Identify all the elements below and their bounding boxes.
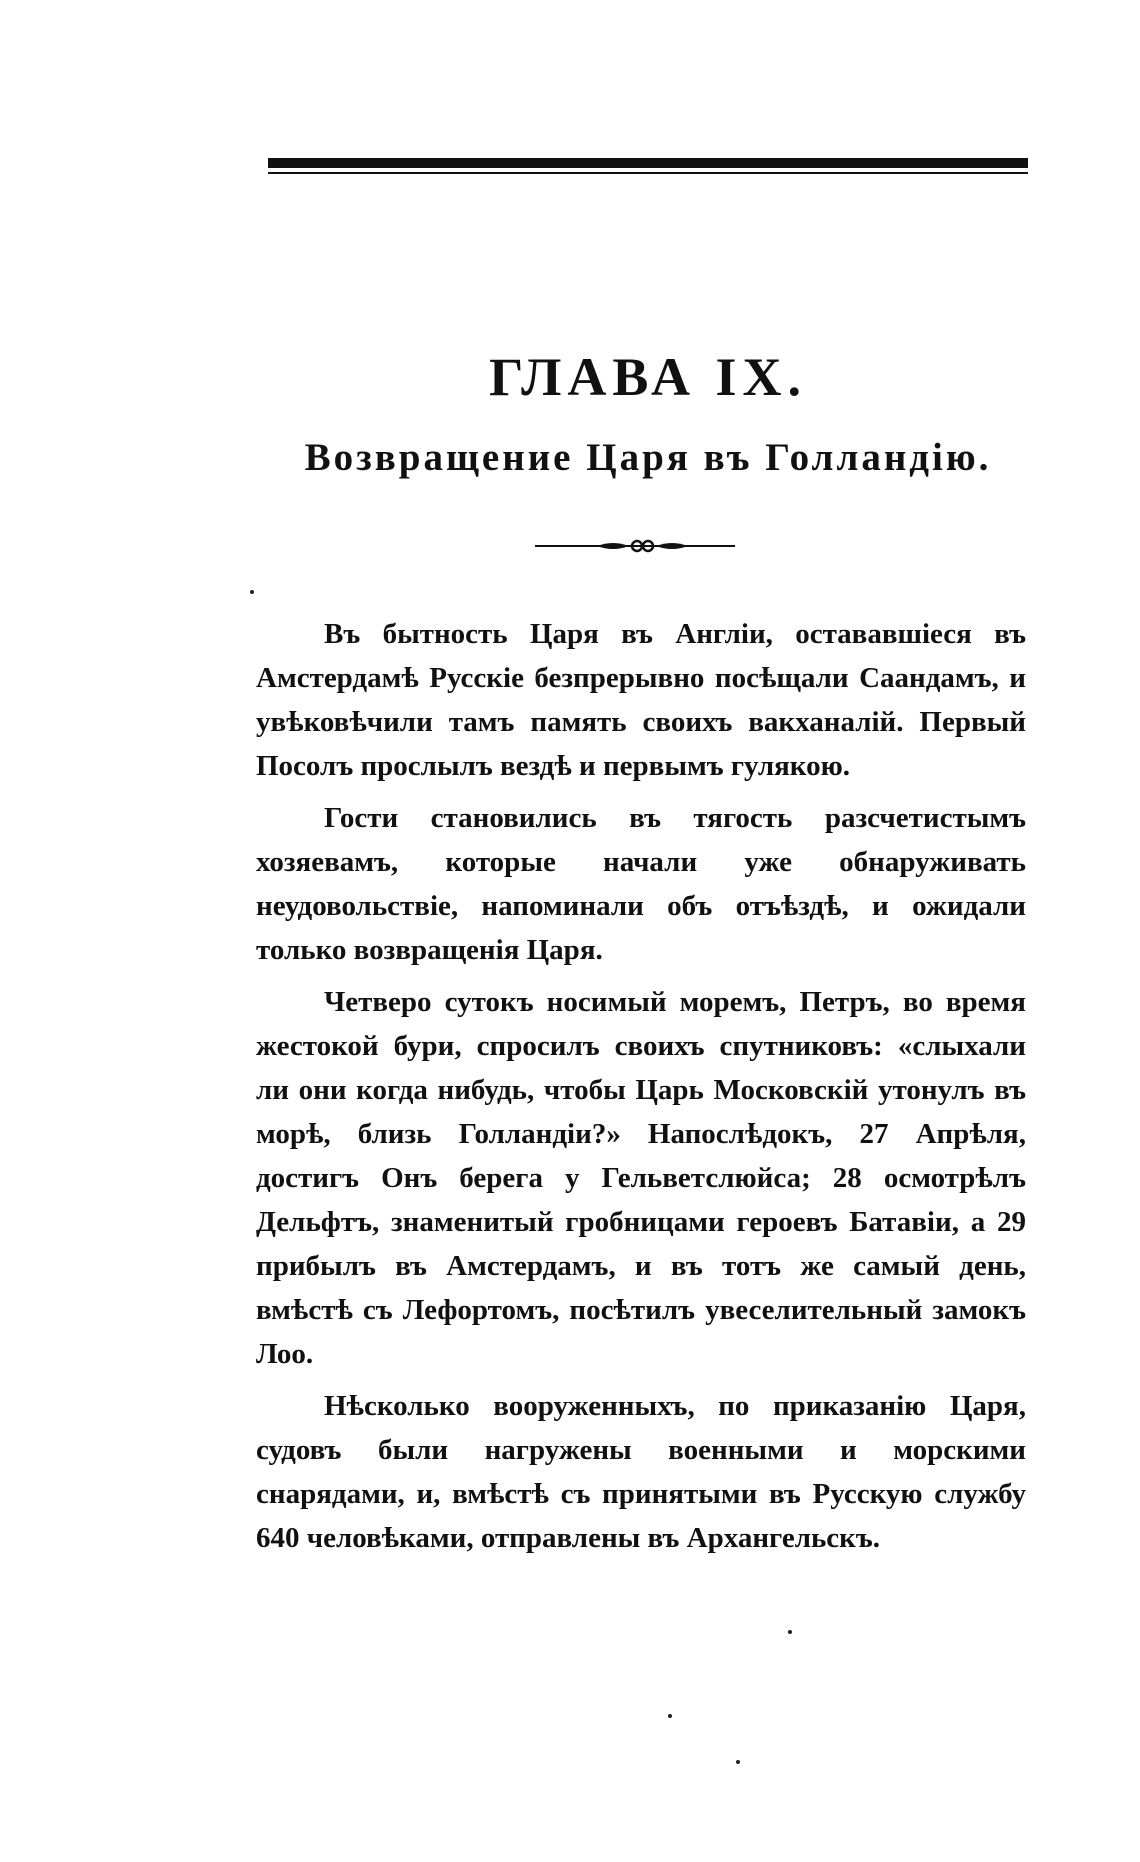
body-text: [256, 612, 1026, 1568]
ornament-divider: [535, 538, 735, 554]
header-rule-thick: [268, 158, 1028, 168]
paragraph: Въ бытность Царя въ Англіи, остававшіеся въ Амстердамѣ Русскіе безпрерывно посѣщали Саандамъ, и увѣковѣчили тамъ память своихъ вакханалій. Первый Посолъ прослылъ вездѣ и первымъ гулякою.: [256, 618, 1026, 782]
chapter-title: ГЛАВА IX.: [488, 347, 808, 407]
ink-speck: [736, 1760, 740, 1764]
ornament-icon: [535, 538, 735, 554]
ink-speck: [788, 1630, 792, 1634]
ink-speck: [250, 590, 254, 594]
paragraph: Четверо сутокъ носимый моремъ, Петръ, во время жестокой бури, спросилъ своихъ спутниковъ: «слыхали ли они когда нибудь, чтобы Царь Московскій утонулъ въ морѣ, близь Голландіи?» Напослѣдокъ, 27 Апрѣля, достигъ Онъ берега у Гельветслюйса; 28 осмотрѣлъ Дельфтъ, знаменитый гробницами героевъ Батавіи, а 29 прибылъ въ Амстердамъ, и въ тотъ же самый день, вмѣстѣ съ Лефортомъ, посѣтилъ увеселительный замокъ Лоо.: [256, 986, 1026, 1370]
header-rule-thin: [268, 172, 1028, 174]
chapter-subtitle: Возвращение Царя въ Голландію.: [304, 436, 992, 479]
ink-speck: [668, 1714, 672, 1718]
paragraph: Нѣсколько вооруженныхъ, по приказанію Царя, судовъ были нагружены военными и морскими снарядами, и, вмѣстѣ съ принятыми въ Русскую службу 640 человѣками, отправлены въ Архангельскъ.: [256, 1390, 1026, 1554]
header-rule: [268, 158, 1028, 174]
paragraph: Гости становились въ тягость разсчетистымъ хозяевамъ, которые начали уже обнаруживать неудовольствіе, напоминали объ отъѣздѣ, и ожидали только возвращенія Царя.: [256, 802, 1026, 966]
